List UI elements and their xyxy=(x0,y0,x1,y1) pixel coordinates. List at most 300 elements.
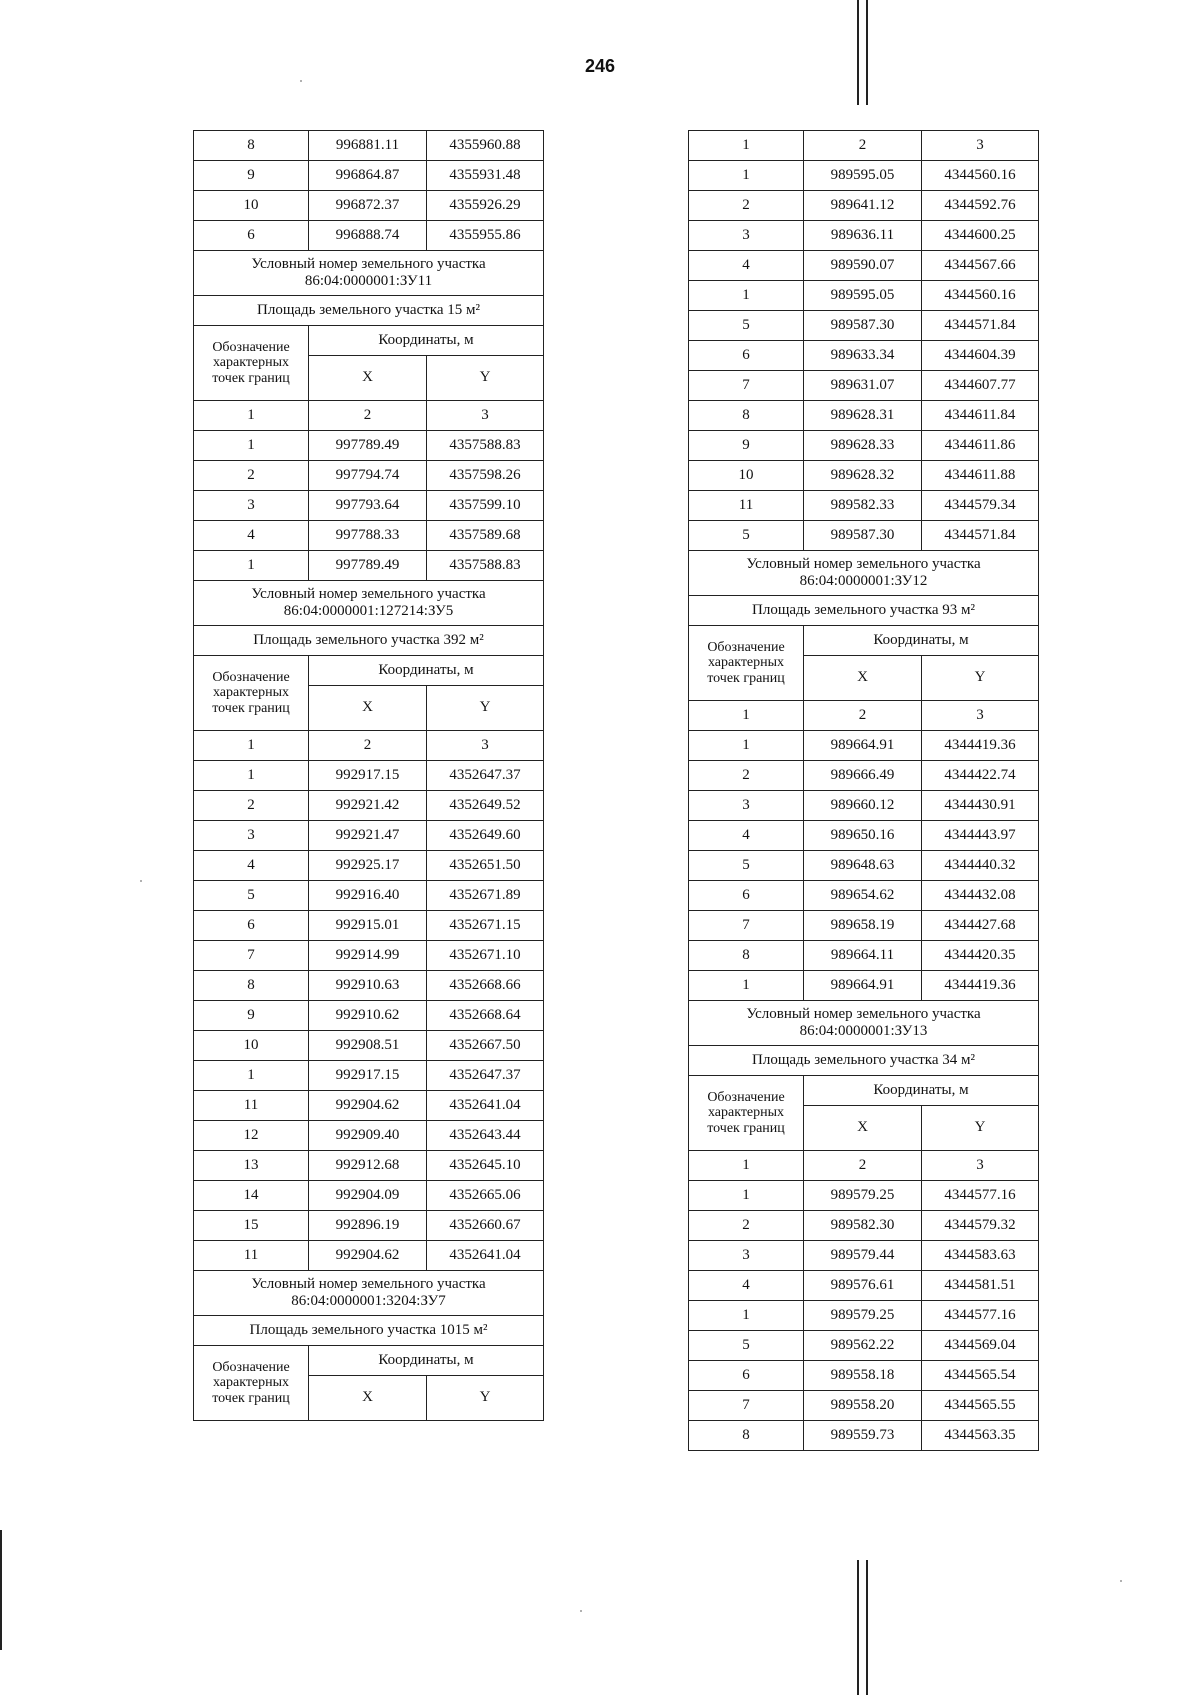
table-row xyxy=(689,461,1039,491)
y-coordinate-cell: 3 xyxy=(922,1151,1039,1181)
scan-margin-line xyxy=(866,1560,868,1695)
x-column-header: X xyxy=(309,686,427,731)
table-row xyxy=(194,941,544,971)
x-coordinate-cell: 989628.31 xyxy=(804,401,922,431)
table-row xyxy=(689,1151,1039,1181)
point-number-cell: 1 xyxy=(689,971,804,1001)
x-coordinate-cell: 992908.51 xyxy=(309,1031,427,1061)
x-coordinate-cell: 989595.05 xyxy=(804,161,922,191)
point-number-cell: 6 xyxy=(194,221,309,251)
point-number-cell: 2 xyxy=(689,1211,804,1241)
coordinates-header: Координаты, м xyxy=(804,1076,1039,1106)
x-coordinate-cell: 989582.30 xyxy=(804,1211,922,1241)
point-number-cell: 3 xyxy=(194,491,309,521)
table-row xyxy=(194,791,544,821)
y-column-header: Y xyxy=(427,1376,544,1421)
y-coordinate-cell: 4352647.37 xyxy=(427,1061,544,1091)
x-coordinate-cell: 989660.12 xyxy=(804,791,922,821)
y-coordinate-cell: 4344579.32 xyxy=(922,1211,1039,1241)
table-row xyxy=(689,431,1039,461)
x-coordinate-cell: 996872.37 xyxy=(309,191,427,221)
y-coordinate-cell: 4344427.68 xyxy=(922,911,1039,941)
x-coordinate-cell: 989633.34 xyxy=(804,341,922,371)
parcel-number-title: Условный номер земельного участка 86:04:0000001:3204:ЗУ7 xyxy=(194,1271,544,1316)
parcel-area-row xyxy=(689,1046,1039,1076)
y-coordinate-cell: 4344604.39 xyxy=(922,341,1039,371)
table-row xyxy=(689,731,1039,761)
point-designation-header: Обозначение характерных точек границ xyxy=(194,1346,309,1421)
point-number-cell: 10 xyxy=(689,461,804,491)
x-coordinate-cell: 989628.32 xyxy=(804,461,922,491)
table-row xyxy=(194,761,544,791)
table-row xyxy=(689,851,1039,881)
table-row xyxy=(689,401,1039,431)
table-row xyxy=(194,521,544,551)
y-coordinate-cell: 4352665.06 xyxy=(427,1181,544,1211)
x-coordinate-cell: 992910.63 xyxy=(309,971,427,1001)
table-row xyxy=(689,341,1039,371)
table-row xyxy=(194,1061,544,1091)
parcel-area-row xyxy=(194,1316,544,1346)
point-number-cell: 2 xyxy=(689,191,804,221)
y-coordinate-cell: 4352647.37 xyxy=(427,761,544,791)
table-row xyxy=(194,851,544,881)
x-coordinate-cell: 989595.05 xyxy=(804,281,922,311)
table-row xyxy=(194,431,544,461)
y-coordinate-cell: 4344592.76 xyxy=(922,191,1039,221)
table-row xyxy=(689,1241,1039,1271)
point-number-cell: 8 xyxy=(689,401,804,431)
point-number-cell: 14 xyxy=(194,1181,309,1211)
point-number-cell: 2 xyxy=(194,461,309,491)
scan-speck xyxy=(580,1610,582,1612)
y-coordinate-cell: 4344419.36 xyxy=(922,971,1039,1001)
table-row xyxy=(194,191,544,221)
left-table-body xyxy=(194,131,544,1421)
x-coordinate-cell: 989590.07 xyxy=(804,251,922,281)
x-coordinate-cell: 989648.63 xyxy=(804,851,922,881)
parcel-number-title: Условный номер земельного участка 86:04:0000001:ЗУ13 xyxy=(689,1001,1039,1046)
table-row xyxy=(689,191,1039,221)
table-row xyxy=(194,131,544,161)
y-coordinate-cell: 4344600.25 xyxy=(922,221,1039,251)
x-coordinate-cell: 2 xyxy=(804,701,922,731)
point-number-cell: 11 xyxy=(689,491,804,521)
y-coordinate-cell: 4352645.10 xyxy=(427,1151,544,1181)
x-coordinate-cell: 997788.33 xyxy=(309,521,427,551)
table-row xyxy=(689,701,1039,731)
y-column-header: Y xyxy=(427,356,544,401)
x-coordinate-cell: 992910.62 xyxy=(309,1001,427,1031)
scan-margin-line xyxy=(0,1530,2,1650)
x-coordinate-cell: 992896.19 xyxy=(309,1211,427,1241)
x-coordinate-cell: 992912.68 xyxy=(309,1151,427,1181)
x-column-header: X xyxy=(309,356,427,401)
table-row xyxy=(689,971,1039,1001)
point-number-cell: 4 xyxy=(194,521,309,551)
x-coordinate-cell: 989579.25 xyxy=(804,1301,922,1331)
parcel-title-row xyxy=(194,581,544,626)
table-row xyxy=(689,281,1039,311)
y-coordinate-cell: 4352641.04 xyxy=(427,1091,544,1121)
x-coordinate-cell: 989658.19 xyxy=(804,911,922,941)
x-coordinate-cell: 989641.12 xyxy=(804,191,922,221)
point-number-cell: 8 xyxy=(194,131,309,161)
y-coordinate-cell: 4352649.60 xyxy=(427,821,544,851)
point-number-cell: 6 xyxy=(689,881,804,911)
point-number-cell: 9 xyxy=(689,431,804,461)
x-coordinate-cell: 989582.33 xyxy=(804,491,922,521)
y-coordinate-cell: 4344611.84 xyxy=(922,401,1039,431)
x-coordinate-cell: 989558.20 xyxy=(804,1391,922,1421)
table-row xyxy=(194,1181,544,1211)
x-coordinate-cell: 989587.30 xyxy=(804,311,922,341)
x-coordinate-cell: 989636.11 xyxy=(804,221,922,251)
y-coordinate-cell: 4352643.44 xyxy=(427,1121,544,1151)
table-row xyxy=(194,1211,544,1241)
parcel-area: Площадь земельного участка 93 м² xyxy=(689,596,1039,626)
table-row xyxy=(689,521,1039,551)
point-number-cell: 4 xyxy=(689,1271,804,1301)
parcel-area-row xyxy=(194,296,544,326)
point-number-cell: 10 xyxy=(194,191,309,221)
table-row xyxy=(689,221,1039,251)
scan-margin-line xyxy=(857,1560,859,1695)
point-number-cell: 8 xyxy=(689,941,804,971)
point-number-cell: 5 xyxy=(689,521,804,551)
point-number-cell: 1 xyxy=(194,431,309,461)
header-row xyxy=(194,1346,544,1376)
y-coordinate-cell: 4357588.83 xyxy=(427,431,544,461)
x-coordinate-cell: 992904.62 xyxy=(309,1091,427,1121)
x-coordinate-cell: 989579.25 xyxy=(804,1181,922,1211)
x-coordinate-cell: 989576.61 xyxy=(804,1271,922,1301)
point-designation-header: Обозначение характерных точек границ xyxy=(194,656,309,731)
x-coordinate-cell: 992925.17 xyxy=(309,851,427,881)
y-coordinate-cell: 3 xyxy=(922,131,1039,161)
table-row xyxy=(194,491,544,521)
point-number-cell: 1 xyxy=(194,401,309,431)
parcel-number-title: Условный номер земельного участка 86:04:0000001:127214:ЗУ5 xyxy=(194,581,544,626)
x-coordinate-cell: 992904.62 xyxy=(309,1241,427,1271)
y-coordinate-cell: 4344569.04 xyxy=(922,1331,1039,1361)
y-column-header: Y xyxy=(427,686,544,731)
y-coordinate-cell: 4352651.50 xyxy=(427,851,544,881)
y-coordinate-cell: 4357598.26 xyxy=(427,461,544,491)
parcel-title-row xyxy=(194,1271,544,1316)
point-number-cell: 1 xyxy=(689,731,804,761)
x-coordinate-cell: 989628.33 xyxy=(804,431,922,461)
x-coordinate-cell: 989654.62 xyxy=(804,881,922,911)
x-coordinate-cell: 2 xyxy=(804,1151,922,1181)
table-row xyxy=(194,821,544,851)
point-number-cell: 7 xyxy=(689,911,804,941)
parcel-area-row xyxy=(194,626,544,656)
parcel-title-row xyxy=(689,1001,1039,1046)
x-coordinate-cell: 2 xyxy=(804,131,922,161)
point-number-cell: 3 xyxy=(194,821,309,851)
table-row xyxy=(689,791,1039,821)
y-coordinate-cell: 4352671.15 xyxy=(427,911,544,941)
point-number-cell: 1 xyxy=(689,1301,804,1331)
y-coordinate-cell: 4352660.67 xyxy=(427,1211,544,1241)
table-row xyxy=(689,1361,1039,1391)
table-row xyxy=(689,1301,1039,1331)
y-coordinate-cell: 4344571.84 xyxy=(922,521,1039,551)
y-coordinate-cell: 4344571.84 xyxy=(922,311,1039,341)
y-coordinate-cell: 4344440.32 xyxy=(922,851,1039,881)
x-coordinate-cell: 996888.74 xyxy=(309,221,427,251)
table-row xyxy=(689,251,1039,281)
parcel-number-title: Условный номер земельного участка 86:04:0000001:ЗУ11 xyxy=(194,251,544,296)
y-coordinate-cell: 4344577.16 xyxy=(922,1301,1039,1331)
table-row xyxy=(194,971,544,1001)
point-number-cell: 11 xyxy=(194,1091,309,1121)
table-row xyxy=(689,1211,1039,1241)
x-coordinate-cell: 992915.01 xyxy=(309,911,427,941)
point-number-cell: 6 xyxy=(194,911,309,941)
parcel-area: Площадь земельного участка 34 м² xyxy=(689,1046,1039,1076)
y-coordinate-cell: 4344581.51 xyxy=(922,1271,1039,1301)
x-coordinate-cell: 992916.40 xyxy=(309,881,427,911)
right-table-body xyxy=(689,131,1039,1451)
parcel-title-row xyxy=(689,551,1039,596)
y-coordinate-cell: 4344432.08 xyxy=(922,881,1039,911)
x-coordinate-cell: 989664.11 xyxy=(804,941,922,971)
y-coordinate-cell: 4355931.48 xyxy=(427,161,544,191)
point-designation-header: Обозначение характерных точек границ xyxy=(689,1076,804,1151)
scan-margin-line xyxy=(866,0,868,105)
parcel-area: Площадь земельного участка 15 м² xyxy=(194,296,544,326)
scan-margin-line xyxy=(857,0,859,105)
x-coordinate-cell: 989666.49 xyxy=(804,761,922,791)
x-coordinate-cell: 992904.09 xyxy=(309,1181,427,1211)
table-row xyxy=(689,1391,1039,1421)
y-column-header: Y xyxy=(922,656,1039,701)
point-number-cell: 2 xyxy=(689,761,804,791)
point-number-cell: 11 xyxy=(194,1241,309,1271)
x-coordinate-cell: 992921.42 xyxy=(309,791,427,821)
point-number-cell: 4 xyxy=(194,851,309,881)
x-coordinate-cell: 997789.49 xyxy=(309,431,427,461)
x-column-header: X xyxy=(309,1376,427,1421)
table-row xyxy=(194,401,544,431)
x-coordinate-cell: 2 xyxy=(309,401,427,431)
y-coordinate-cell: 4352667.50 xyxy=(427,1031,544,1061)
point-number-cell: 4 xyxy=(689,821,804,851)
x-coordinate-cell: 992914.99 xyxy=(309,941,427,971)
y-coordinate-cell: 4352649.52 xyxy=(427,791,544,821)
x-coordinate-cell: 989562.22 xyxy=(804,1331,922,1361)
y-coordinate-cell: 4344420.35 xyxy=(922,941,1039,971)
table-row xyxy=(194,1031,544,1061)
page-number: 246 xyxy=(584,56,616,76)
coordinates-header: Координаты, м xyxy=(804,626,1039,656)
x-coordinate-cell: 989631.07 xyxy=(804,371,922,401)
y-coordinate-cell: 4344422.74 xyxy=(922,761,1039,791)
coordinates-header: Координаты, м xyxy=(309,656,544,686)
x-coordinate-cell: 997794.74 xyxy=(309,461,427,491)
x-coordinate-cell: 996864.87 xyxy=(309,161,427,191)
point-number-cell: 1 xyxy=(689,1151,804,1181)
y-coordinate-cell: 4344567.66 xyxy=(922,251,1039,281)
point-number-cell: 1 xyxy=(689,701,804,731)
table-row xyxy=(689,1331,1039,1361)
parcel-area: Площадь земельного участка 392 м² xyxy=(194,626,544,656)
y-coordinate-cell: 4357589.68 xyxy=(427,521,544,551)
point-number-cell: 1 xyxy=(689,131,804,161)
x-coordinate-cell: 992909.40 xyxy=(309,1121,427,1151)
table-row xyxy=(689,131,1039,161)
point-number-cell: 3 xyxy=(689,791,804,821)
point-number-cell: 13 xyxy=(194,1151,309,1181)
y-coordinate-cell: 4344583.63 xyxy=(922,1241,1039,1271)
table-row xyxy=(194,221,544,251)
point-number-cell: 12 xyxy=(194,1121,309,1151)
y-coordinate-cell: 4344611.86 xyxy=(922,431,1039,461)
table-row xyxy=(194,461,544,491)
parcel-number-title: Условный номер земельного участка 86:04:0000001:ЗУ12 xyxy=(689,551,1039,596)
table-row xyxy=(194,881,544,911)
table-row xyxy=(194,1091,544,1121)
point-number-cell: 5 xyxy=(689,311,804,341)
point-number-cell: 8 xyxy=(689,1421,804,1451)
parcel-title-row xyxy=(194,251,544,296)
point-number-cell: 1 xyxy=(689,161,804,191)
y-coordinate-cell: 4352671.10 xyxy=(427,941,544,971)
y-coordinate-cell: 4344607.77 xyxy=(922,371,1039,401)
x-coordinate-cell: 989558.18 xyxy=(804,1361,922,1391)
point-number-cell: 1 xyxy=(689,281,804,311)
scan-speck xyxy=(1120,1580,1122,1582)
table-row xyxy=(689,1421,1039,1451)
table-row xyxy=(689,881,1039,911)
x-coordinate-cell: 989579.44 xyxy=(804,1241,922,1271)
y-coordinate-cell: 4355960.88 xyxy=(427,131,544,161)
table-row xyxy=(194,1121,544,1151)
point-number-cell: 8 xyxy=(194,971,309,1001)
table-row xyxy=(194,1151,544,1181)
table-row xyxy=(689,1271,1039,1301)
table-row xyxy=(689,821,1039,851)
y-coordinate-cell: 4355926.29 xyxy=(427,191,544,221)
x-coordinate-cell: 989559.73 xyxy=(804,1421,922,1451)
table-row xyxy=(689,941,1039,971)
point-number-cell: 3 xyxy=(689,1241,804,1271)
point-number-cell: 2 xyxy=(194,791,309,821)
table-row xyxy=(194,1241,544,1271)
point-number-cell: 1 xyxy=(689,1181,804,1211)
y-coordinate-cell: 4344611.88 xyxy=(922,461,1039,491)
y-coordinate-cell: 4344430.91 xyxy=(922,791,1039,821)
scan-speck xyxy=(300,80,302,82)
y-coordinate-cell: 4344560.16 xyxy=(922,281,1039,311)
y-coordinate-cell: 4352641.04 xyxy=(427,1241,544,1271)
y-coordinate-cell: 3 xyxy=(427,401,544,431)
y-coordinate-cell: 4355955.86 xyxy=(427,221,544,251)
coordinates-header: Координаты, м xyxy=(309,326,544,356)
y-coordinate-cell: 4344565.54 xyxy=(922,1361,1039,1391)
y-coordinate-cell: 4352671.89 xyxy=(427,881,544,911)
x-coordinate-cell: 997793.64 xyxy=(309,491,427,521)
y-coordinate-cell: 3 xyxy=(922,701,1039,731)
y-coordinate-cell: 4352668.66 xyxy=(427,971,544,1001)
table-row xyxy=(689,491,1039,521)
point-number-cell: 4 xyxy=(689,251,804,281)
y-coordinate-cell: 3 xyxy=(427,731,544,761)
x-column-header: X xyxy=(804,1106,922,1151)
point-designation-header: Обозначение характерных точек границ xyxy=(689,626,804,701)
x-coordinate-cell: 992917.15 xyxy=(309,761,427,791)
header-row xyxy=(194,656,544,686)
x-coordinate-cell: 2 xyxy=(309,731,427,761)
table-row xyxy=(689,911,1039,941)
header-row xyxy=(689,626,1039,656)
x-column-header: X xyxy=(804,656,922,701)
x-coordinate-cell: 989664.91 xyxy=(804,731,922,761)
y-column-header: Y xyxy=(922,1106,1039,1151)
x-coordinate-cell: 992921.47 xyxy=(309,821,427,851)
point-number-cell: 15 xyxy=(194,1211,309,1241)
table-row xyxy=(194,731,544,761)
coordinates-header: Координаты, м xyxy=(309,1346,544,1376)
point-number-cell: 1 xyxy=(194,731,309,761)
y-coordinate-cell: 4344560.16 xyxy=(922,161,1039,191)
point-number-cell: 1 xyxy=(194,551,309,581)
point-number-cell: 6 xyxy=(689,1361,804,1391)
parcel-area: Площадь земельного участка 1015 м² xyxy=(194,1316,544,1346)
point-number-cell: 10 xyxy=(194,1031,309,1061)
point-number-cell: 1 xyxy=(194,761,309,791)
y-coordinate-cell: 4357588.83 xyxy=(427,551,544,581)
x-coordinate-cell: 992917.15 xyxy=(309,1061,427,1091)
y-coordinate-cell: 4352668.64 xyxy=(427,1001,544,1031)
table-row xyxy=(689,311,1039,341)
x-coordinate-cell: 989650.16 xyxy=(804,821,922,851)
table-row xyxy=(689,1181,1039,1211)
y-coordinate-cell: 4344579.34 xyxy=(922,491,1039,521)
point-number-cell: 9 xyxy=(194,1001,309,1031)
y-coordinate-cell: 4357599.10 xyxy=(427,491,544,521)
point-number-cell: 5 xyxy=(689,1331,804,1361)
table-row xyxy=(194,911,544,941)
point-number-cell: 7 xyxy=(194,941,309,971)
y-coordinate-cell: 4344565.55 xyxy=(922,1391,1039,1421)
y-coordinate-cell: 4344577.16 xyxy=(922,1181,1039,1211)
point-number-cell: 6 xyxy=(689,341,804,371)
left-coordinates-table xyxy=(193,130,544,1421)
y-coordinate-cell: 4344563.35 xyxy=(922,1421,1039,1451)
table-row xyxy=(689,161,1039,191)
point-number-cell: 7 xyxy=(689,1391,804,1421)
table-row xyxy=(194,551,544,581)
y-coordinate-cell: 4344443.97 xyxy=(922,821,1039,851)
table-row xyxy=(194,1001,544,1031)
point-number-cell: 1 xyxy=(194,1061,309,1091)
scan-speck xyxy=(140,880,142,882)
x-coordinate-cell: 989664.91 xyxy=(804,971,922,1001)
table-row xyxy=(194,161,544,191)
point-number-cell: 5 xyxy=(194,881,309,911)
x-coordinate-cell: 989587.30 xyxy=(804,521,922,551)
header-row xyxy=(689,1076,1039,1106)
x-coordinate-cell: 996881.11 xyxy=(309,131,427,161)
point-designation-header: Обозначение характерных точек границ xyxy=(194,326,309,401)
point-number-cell: 9 xyxy=(194,161,309,191)
point-number-cell: 5 xyxy=(689,851,804,881)
table-row xyxy=(689,761,1039,791)
y-coordinate-cell: 4344419.36 xyxy=(922,731,1039,761)
